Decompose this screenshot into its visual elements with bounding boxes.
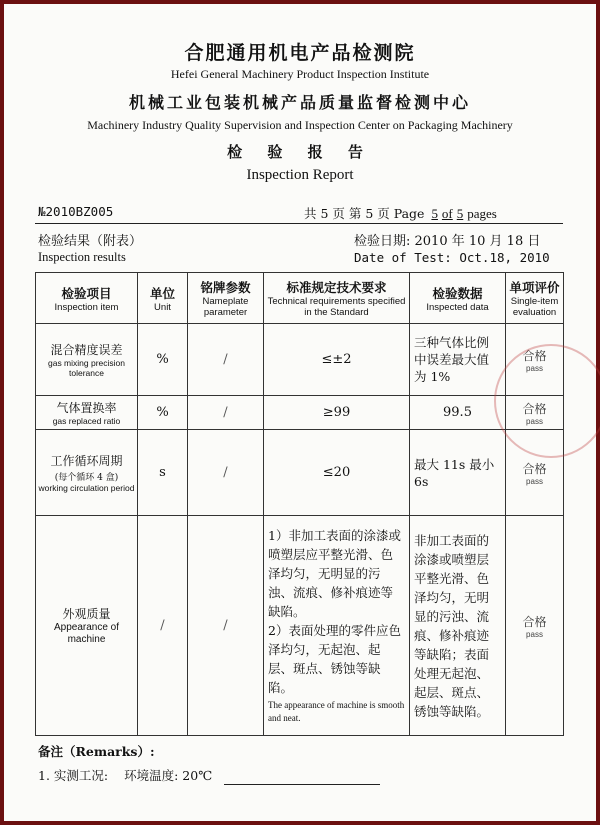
test-date-en: Date of Test: Oct.18, 2010	[354, 250, 550, 265]
page-text: 共 5 页 第 5 页 Page	[304, 206, 425, 221]
column-header: 检验项目 Inspection item	[36, 273, 138, 324]
report-title-en: Inspection Report	[246, 167, 354, 183]
column-header: 单项评价 Single-item evaluation	[506, 273, 564, 324]
center-title-zh: 机械工业包装机械产品质量监督检测中心	[128, 93, 471, 112]
test-date-zh: 检验日期: 2010 年 10 月 18 日	[354, 234, 541, 249]
data-cell: 最大 11s 最小 6s	[410, 430, 506, 516]
nameplate-cell: /	[188, 430, 264, 516]
evaluation-cell: 合格 pass	[506, 516, 564, 736]
page-current: 5	[431, 206, 438, 221]
data-cell: 非加工表面的涂漆或喷塑层平整光滑、色泽均匀，无明显的污浊、流痕、修补痕迹等缺陷；表面处理无起泡、起层、斑点、锈蚀等缺陷。	[410, 516, 506, 736]
table-row	[36, 324, 564, 396]
unit-cell: s	[138, 430, 188, 516]
item-cell: 混合精度误差 gas mixing precision tolerance	[36, 324, 138, 396]
page-total: 5	[456, 206, 464, 221]
evaluation-cell: 合格 pass	[506, 430, 564, 516]
item-cell: 工作循环周期 (每个循环 4 盒) working circulation period	[36, 430, 138, 516]
page-indicator	[304, 204, 497, 222]
page-suffix: pages	[467, 206, 497, 221]
remarks-line-1	[38, 766, 212, 784]
report-number: №2010BZ005	[38, 204, 114, 219]
official-seal	[494, 344, 600, 458]
requirement-cell	[264, 516, 410, 736]
evaluation-cell: 合格 pass	[506, 324, 564, 396]
evaluation-cell: 合格 pass	[506, 396, 564, 430]
nameplate-cell: /	[188, 324, 264, 396]
table-row	[36, 396, 564, 430]
table-row	[36, 516, 564, 736]
remarks-underline	[224, 784, 380, 785]
inspection-table	[35, 272, 564, 736]
unit-cell: %	[138, 324, 188, 396]
column-header: 标准规定技术要求 Technical requirements specified in the Standard	[264, 273, 410, 324]
remarks-prefix: 1. 实测工况:	[38, 768, 109, 783]
unit-cell: /	[138, 516, 188, 736]
requirement-text-1: 1）非加工表面的涂漆或喷塑层应平整光滑、色泽均匀，无明显的污浊、流痕、修补痕迹等缺陷。	[268, 528, 401, 619]
results-label-zh: 检验结果（附表）	[38, 234, 143, 249]
report-document	[4, 4, 596, 821]
requirement-cell: ≥99	[264, 396, 410, 430]
data-cell: 99.5	[410, 396, 506, 430]
header-divider	[35, 223, 563, 224]
requirement-text-en: The appearance of machine is smooth and neat.	[268, 700, 405, 723]
center-title-en: Machinery Industry Quality Supervision and Inspection Center on Packaging Machinery	[87, 118, 513, 132]
column-header: 检验数据 Inspected data	[410, 273, 506, 324]
page-of: of	[441, 206, 453, 221]
remarks-label: 备注（Remarks）:	[38, 744, 155, 759]
unit-cell: %	[138, 396, 188, 430]
institute-title-zh: 合肥通用机电产品检测院	[184, 42, 416, 64]
requirement-cell: ≤±2	[264, 324, 410, 396]
nameplate-cell: /	[188, 396, 264, 430]
report-title-zh: 检 验 报 告	[227, 143, 373, 161]
institute-title-en: Hefei General Machinery Product Inspection Institute	[170, 67, 430, 81]
table-row	[36, 430, 564, 516]
nameplate-cell: /	[188, 516, 264, 736]
item-cell: 气体置换率 gas replaced ratio	[36, 396, 138, 430]
requirement-text-2: 2）表面处理的零件应色泽均匀，无起泡、起层、斑点、锈蚀等缺陷。	[268, 623, 401, 695]
requirement-cell: ≤20	[264, 430, 410, 516]
results-label-en: Inspection results	[38, 250, 126, 264]
remarks-value: 环境温度: 20℃	[124, 768, 213, 783]
column-header: 单位 Unit	[138, 273, 188, 324]
column-header: 铭牌参数 Nameplate parameter	[188, 273, 264, 324]
data-cell: 三种气体比例中误差最大值为 1%	[410, 324, 506, 396]
table-header-row	[36, 273, 564, 324]
item-cell: 外观质量 Appearance of machine	[36, 516, 138, 736]
